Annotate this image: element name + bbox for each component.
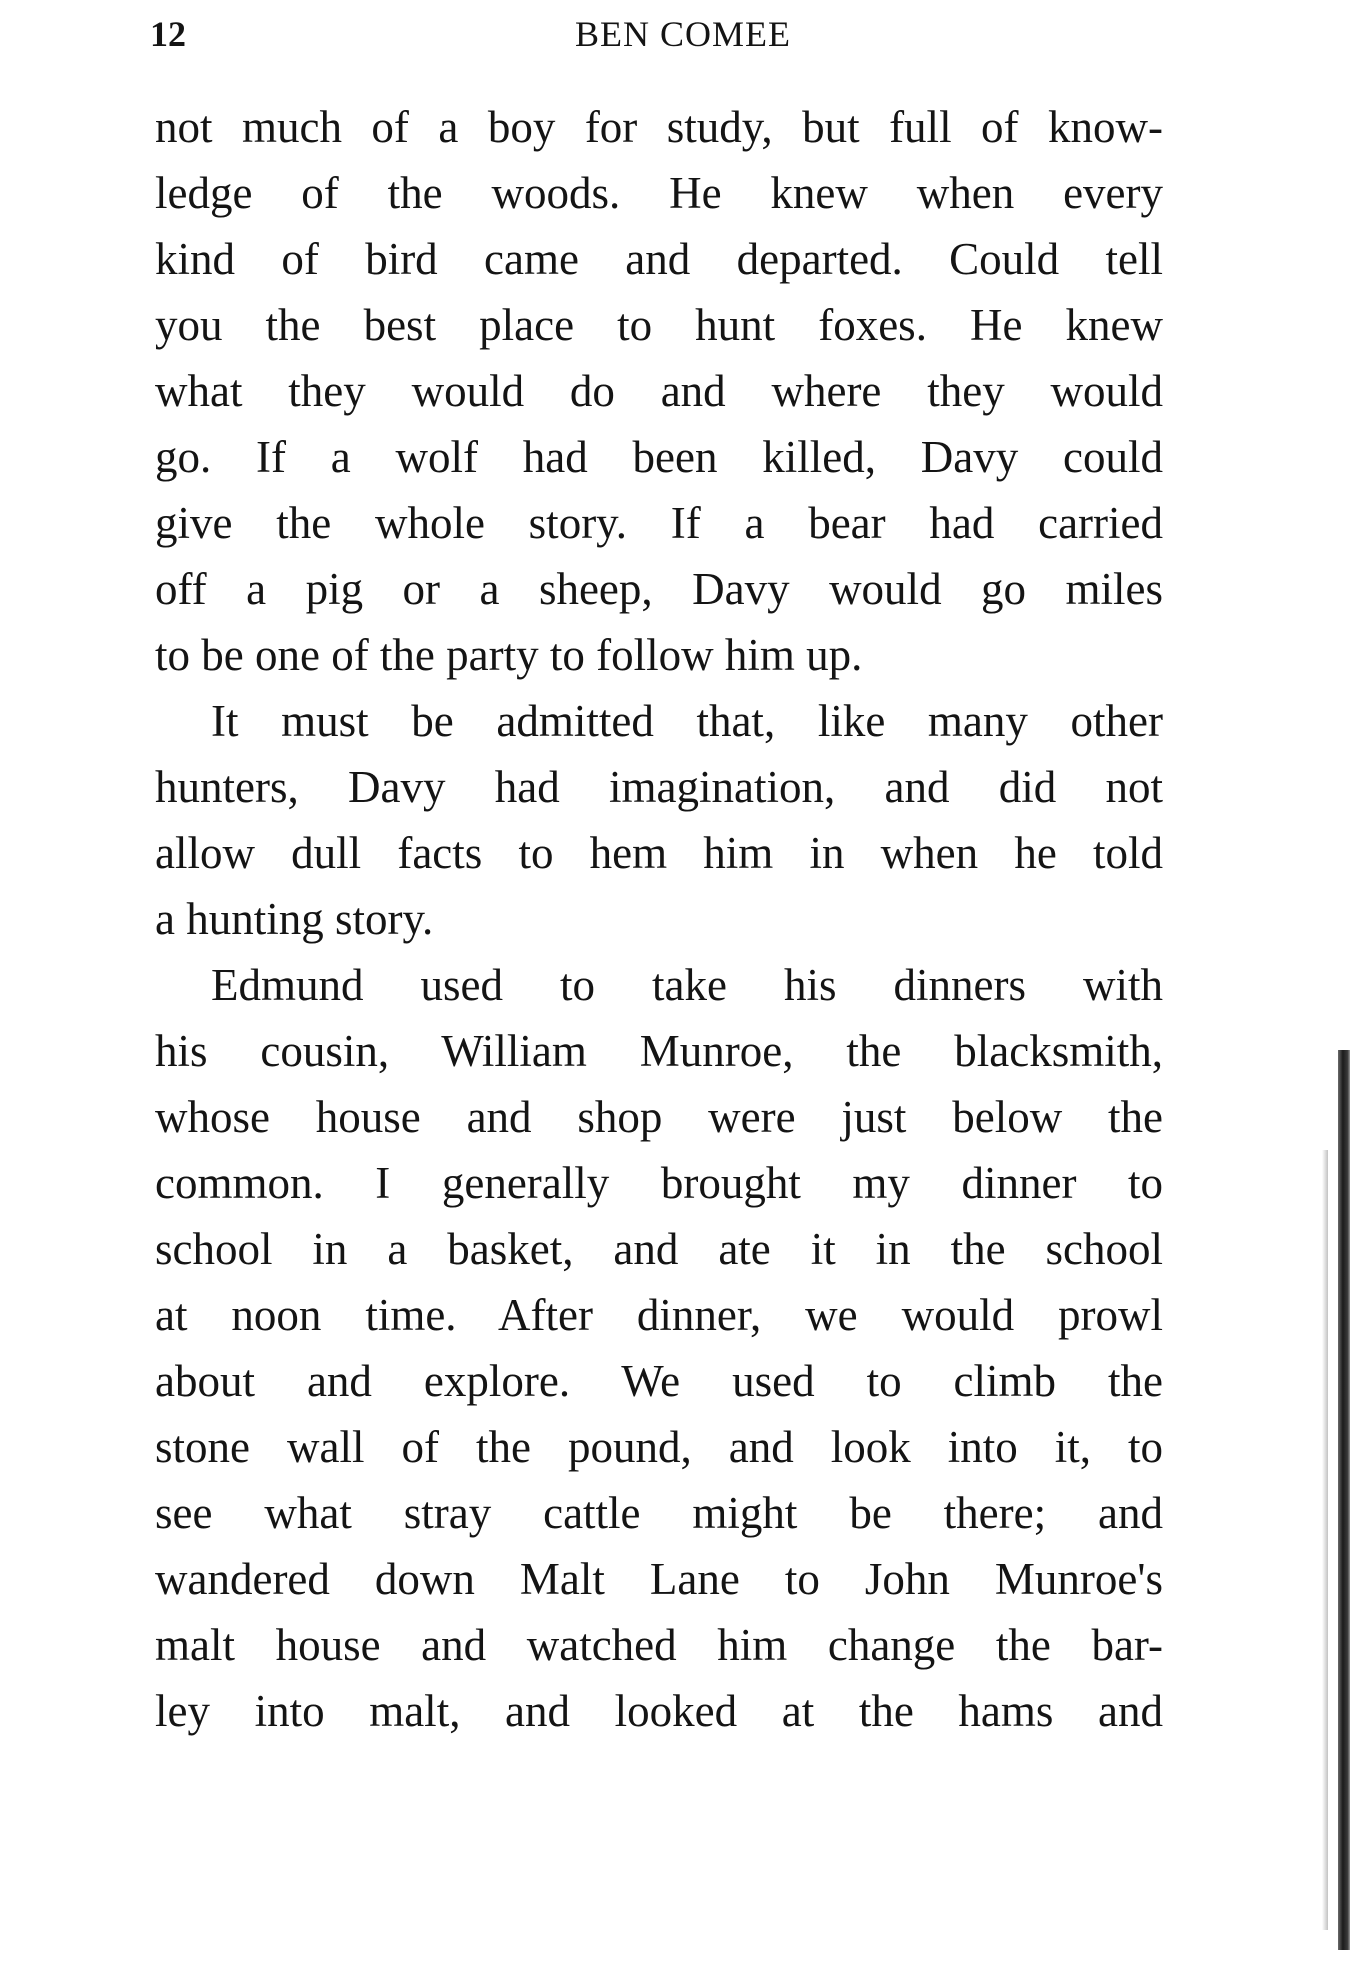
page-gutter-shadow: [1338, 1050, 1350, 1950]
text-line: ley into malt, and looked at the hams and: [155, 1686, 1163, 1736]
text-line: allow dull facts to hem him in when he told: [155, 828, 1163, 878]
text-line: his cousin, William Munroe, the blacksmith,: [155, 1026, 1163, 1076]
text-line: about and explore. We used to climb the: [155, 1356, 1163, 1406]
text-line: It must be admitted that, like many other: [211, 696, 1163, 746]
text-line: whose house and shop were just below the: [155, 1092, 1163, 1142]
text-line: give the whole story. If a bear had carried: [155, 498, 1163, 548]
text-line: you the best place to hunt foxes. He knew: [155, 300, 1163, 350]
text-line: wandered down Malt Lane to John Munroe's: [155, 1554, 1163, 1604]
text-line: stone wall of the pound, and look into it, to: [155, 1422, 1163, 1472]
text-line: not much of a boy for study, but full of know-: [155, 102, 1163, 152]
page-number: 12: [150, 14, 186, 54]
text-line: at noon time. After dinner, we would prowl: [155, 1290, 1163, 1340]
text-line: to be one of the party to follow him up.: [155, 630, 863, 680]
text-line: malt house and watched him change the bar-: [155, 1620, 1163, 1670]
text-line: Edmund used to take his dinners with: [211, 960, 1163, 1010]
text-line: off a pig or a sheep, Davy would go miles: [155, 564, 1163, 614]
text-line: kind of bird came and departed. Could tell: [155, 234, 1163, 284]
text-line: what they would do and where they would: [155, 366, 1163, 416]
text-line: hunters, Davy had imagination, and did not: [155, 762, 1163, 812]
text-line: school in a basket, and ate it in the school: [155, 1224, 1163, 1274]
text-line: go. If a wolf had been killed, Davy could: [155, 432, 1163, 482]
body-text: [155, 94, 1163, 1744]
page-gutter-edge: [1322, 1150, 1328, 1930]
text-line: a hunting story.: [155, 894, 434, 944]
text-line: common. I generally brought my dinner to: [155, 1158, 1163, 1208]
text-line: see what stray cattle might be there; and: [155, 1488, 1163, 1538]
text-line: ledge of the woods. He knew when every: [155, 168, 1163, 218]
running-title: BEN COMEE: [575, 14, 791, 54]
